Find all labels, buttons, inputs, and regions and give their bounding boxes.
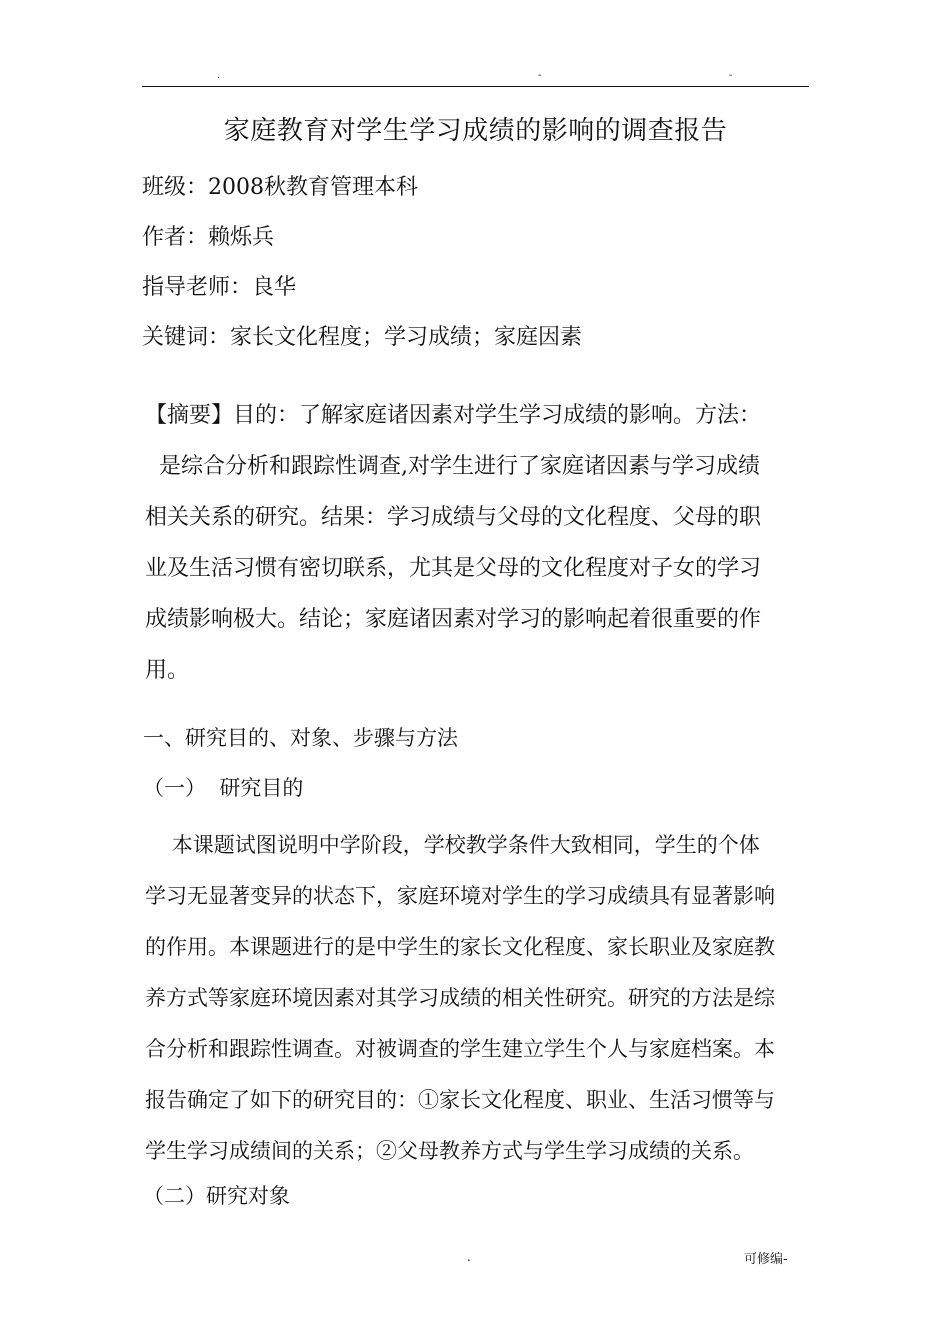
document-title: 家庭教育对学生学习成绩的影响的调查报告 [223, 116, 728, 146]
subsection-heading: （一） 研究目的 [143, 776, 304, 800]
header-mark: - [538, 70, 542, 81]
abstract [145, 390, 810, 696]
abstract-line: 用。 [145, 658, 190, 683]
body-line: 合分析和跟踪性调查。对被调查的学生建立学生个人与家庭档案。本 [145, 1037, 775, 1061]
footer-note: 可修编- [744, 1252, 788, 1267]
body-line: 养方式等家庭环境因素对其学习成绩的相关性研究。研究的方法是综 [145, 986, 775, 1010]
body-paragraph [145, 820, 810, 1177]
class-line: 班级：2008秋教育管理本科 [142, 175, 418, 200]
section-heading: 一、研究目的、对象、步骤与方法 [143, 726, 458, 750]
abstract-line: 【摘要】目的：了解家庭诸因素对学生学习成绩的影响。方法： [145, 403, 762, 428]
author-line: 作者：赖烁兵 [142, 225, 275, 250]
abstract-line: 相关关系的研究。结果：学习成绩与父母的文化程度、父母的职 [145, 505, 762, 530]
header-mark: - [729, 70, 733, 81]
abstract-line: 成绩影响极大。结论；家庭诸因素对学习的影响起着很重要的作 [145, 607, 762, 632]
header-rule [142, 86, 809, 87]
header-mark: . [217, 70, 221, 81]
body-line: 的作用。本课题进行的是中学生的家长文化程度、家长职业及家庭教 [145, 935, 775, 959]
abstract-line: 是综合分析和跟踪性调查,对学生进行了家庭诸因素与学习成绩 [145, 454, 760, 479]
subsection-heading: （二）研究对象 [143, 1184, 290, 1208]
body-line: 报告确定了如下的研究目的：①家长文化程度、职业、生活习惯等与 [145, 1088, 775, 1112]
advisor-line: 指导老师：良华 [142, 275, 297, 300]
body-line: 学习无显著变异的状态下，家庭环境对学生的学习成绩具有显著影响 [145, 884, 775, 908]
body-line: 学生学习成绩间的关系；②父母教养方式与学生学习成绩的关系。 [145, 1139, 754, 1163]
abstract-line: 业及生活习惯有密切联系，尤其是父母的文化程度对子女的学习 [145, 556, 762, 581]
keywords-line: 关键词：家长文化程度；学习成绩；家庭因素 [142, 325, 583, 350]
footer-dot: . [467, 1250, 471, 1264]
header-marks [143, 70, 808, 82]
body-line: 本课题试图说明中学阶段，学校教学条件大致相同，学生的个体 [145, 833, 760, 857]
